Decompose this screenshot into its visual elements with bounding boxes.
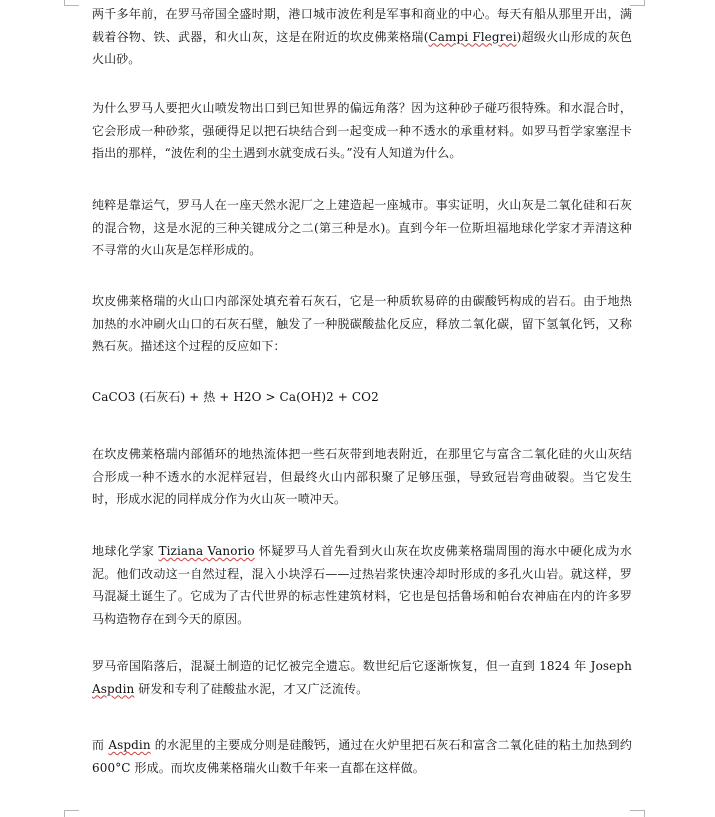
margin-mark-top-right (630, 0, 645, 6)
paragraph-6[interactable]: 在坎皮佛莱格瑞内部循环的地热流体把一些石灰带到地表附近，在那里它与富含二氧化硅的火山灰结合形成一种不透水的水泥样冠岩，但最终火山内部积聚了足够压强，导致冠岩弯曲破裂。当它发生时，形成水泥的同样成分作为火山灰一喷冲天。 (92, 447, 632, 506)
paragraph-4[interactable]: 坎皮佛莱格瑞的火山口内部深处填充着石灰石，它是一种质软易碎的由碳酸钙构成的岩石。由于地热加热的水冲刷火山口的石灰石壁，触发了一种脱碳酸盐化反应，释放二氧化碳，留下氢氧化钙，又称熟石灰。描述这个过程的反应如下： (92, 294, 632, 353)
paragraph-7-text-b: 怀疑罗马人首先看到火山灰在坎皮佛莱格瑞周围的海水中硬化成为水泥。他们改动这一自然过程，混入小块浮石——过热岩浆快速冷却时形成的多孔火山岩。就这样，罗马混凝土诞生了。它成为了古代世界的标志性建筑材料，它也是包括鲁场和帕台农神庙在内的许多罗马构造物存在到今天的原因。 (92, 544, 632, 626)
paragraph-3[interactable]: 纯粹是靠运气，罗马人在一座天然水泥厂之上建造起一座城市。事实证明，火山灰是二氧化硅和石灰的混合物，这是水泥的三种关键成分之二(第三种是水)。直到今年一位斯坦福地球化学家才弄清这种不寻常的火山灰是怎样形成的。 (92, 198, 632, 257)
paragraph-1-text-a: 两千多年前，在罗马帝国全盛时期，港口城市波佐利是军事和商业的中心。每天有船从那里开出，满载着谷物、铁、武器，和火山灰，这是在附近的坎皮佛莱格瑞( (92, 7, 632, 44)
spellcheck-word-campi-flegrei[interactable]: Campi Flegrei (428, 29, 517, 44)
paragraph-8-text-a: 罗马帝国陷落后，混凝土制造的记忆被完全遗忘。数世纪后它逐渐恢复，但一直到 1824 年 Joseph (92, 659, 632, 673)
paragraph-9[interactable] (92, 734, 632, 779)
margin-mark-bottom-right (630, 810, 645, 817)
paragraph-1[interactable] (92, 3, 632, 71)
paragraph-9-text-b: 的水泥里的主要成分则是硅酸钙，通过在火炉里把石灰石和富含二氧化硅的粘土加热到约 600°C 形成。而坎皮佛莱格瑞火山数千年来一直都在这样做。 (92, 738, 633, 775)
paragraph-7[interactable] (92, 540, 632, 630)
paragraph-9-text-a: 而 (92, 738, 109, 752)
paragraph-1-text-b: )超级火山形成的灰色火山砂。 (92, 29, 633, 66)
paragraph-2[interactable]: 为什么罗马人要把火山喷发物出口到已知世界的偏远角落？因为这种砂子碰巧很特殊。和水混合时，它会形成一种砂浆，强硬得足以把石块结合到一起变成一种不透水的承重材料。如罗马哲学家塞涅卡指出的那样，“波佐利的尘土遇到水就变成石头。”没有人知道为什么。 (92, 101, 632, 160)
paragraph-8[interactable] (92, 655, 632, 700)
spellcheck-word-aspdin-2[interactable]: Aspdin (108, 738, 151, 752)
paragraph-7-text-a: 地球化学家 (92, 544, 159, 558)
spellcheck-word-tiziana-vanorio[interactable]: Tiziana Vanorio (158, 544, 255, 558)
paragraph-8-text-b: 研发和专利了硅酸盐水泥，才又广泛流传。 (134, 681, 369, 696)
margin-mark-top-left (64, 0, 79, 6)
margin-mark-bottom-left (64, 810, 79, 817)
paragraph-5-equation[interactable]: CaCO3 (石灰石) + 热 + H2O > Ca(OH)2 + CO2 (92, 390, 379, 404)
spellcheck-word-aspdin[interactable]: Aspdin (92, 681, 135, 696)
